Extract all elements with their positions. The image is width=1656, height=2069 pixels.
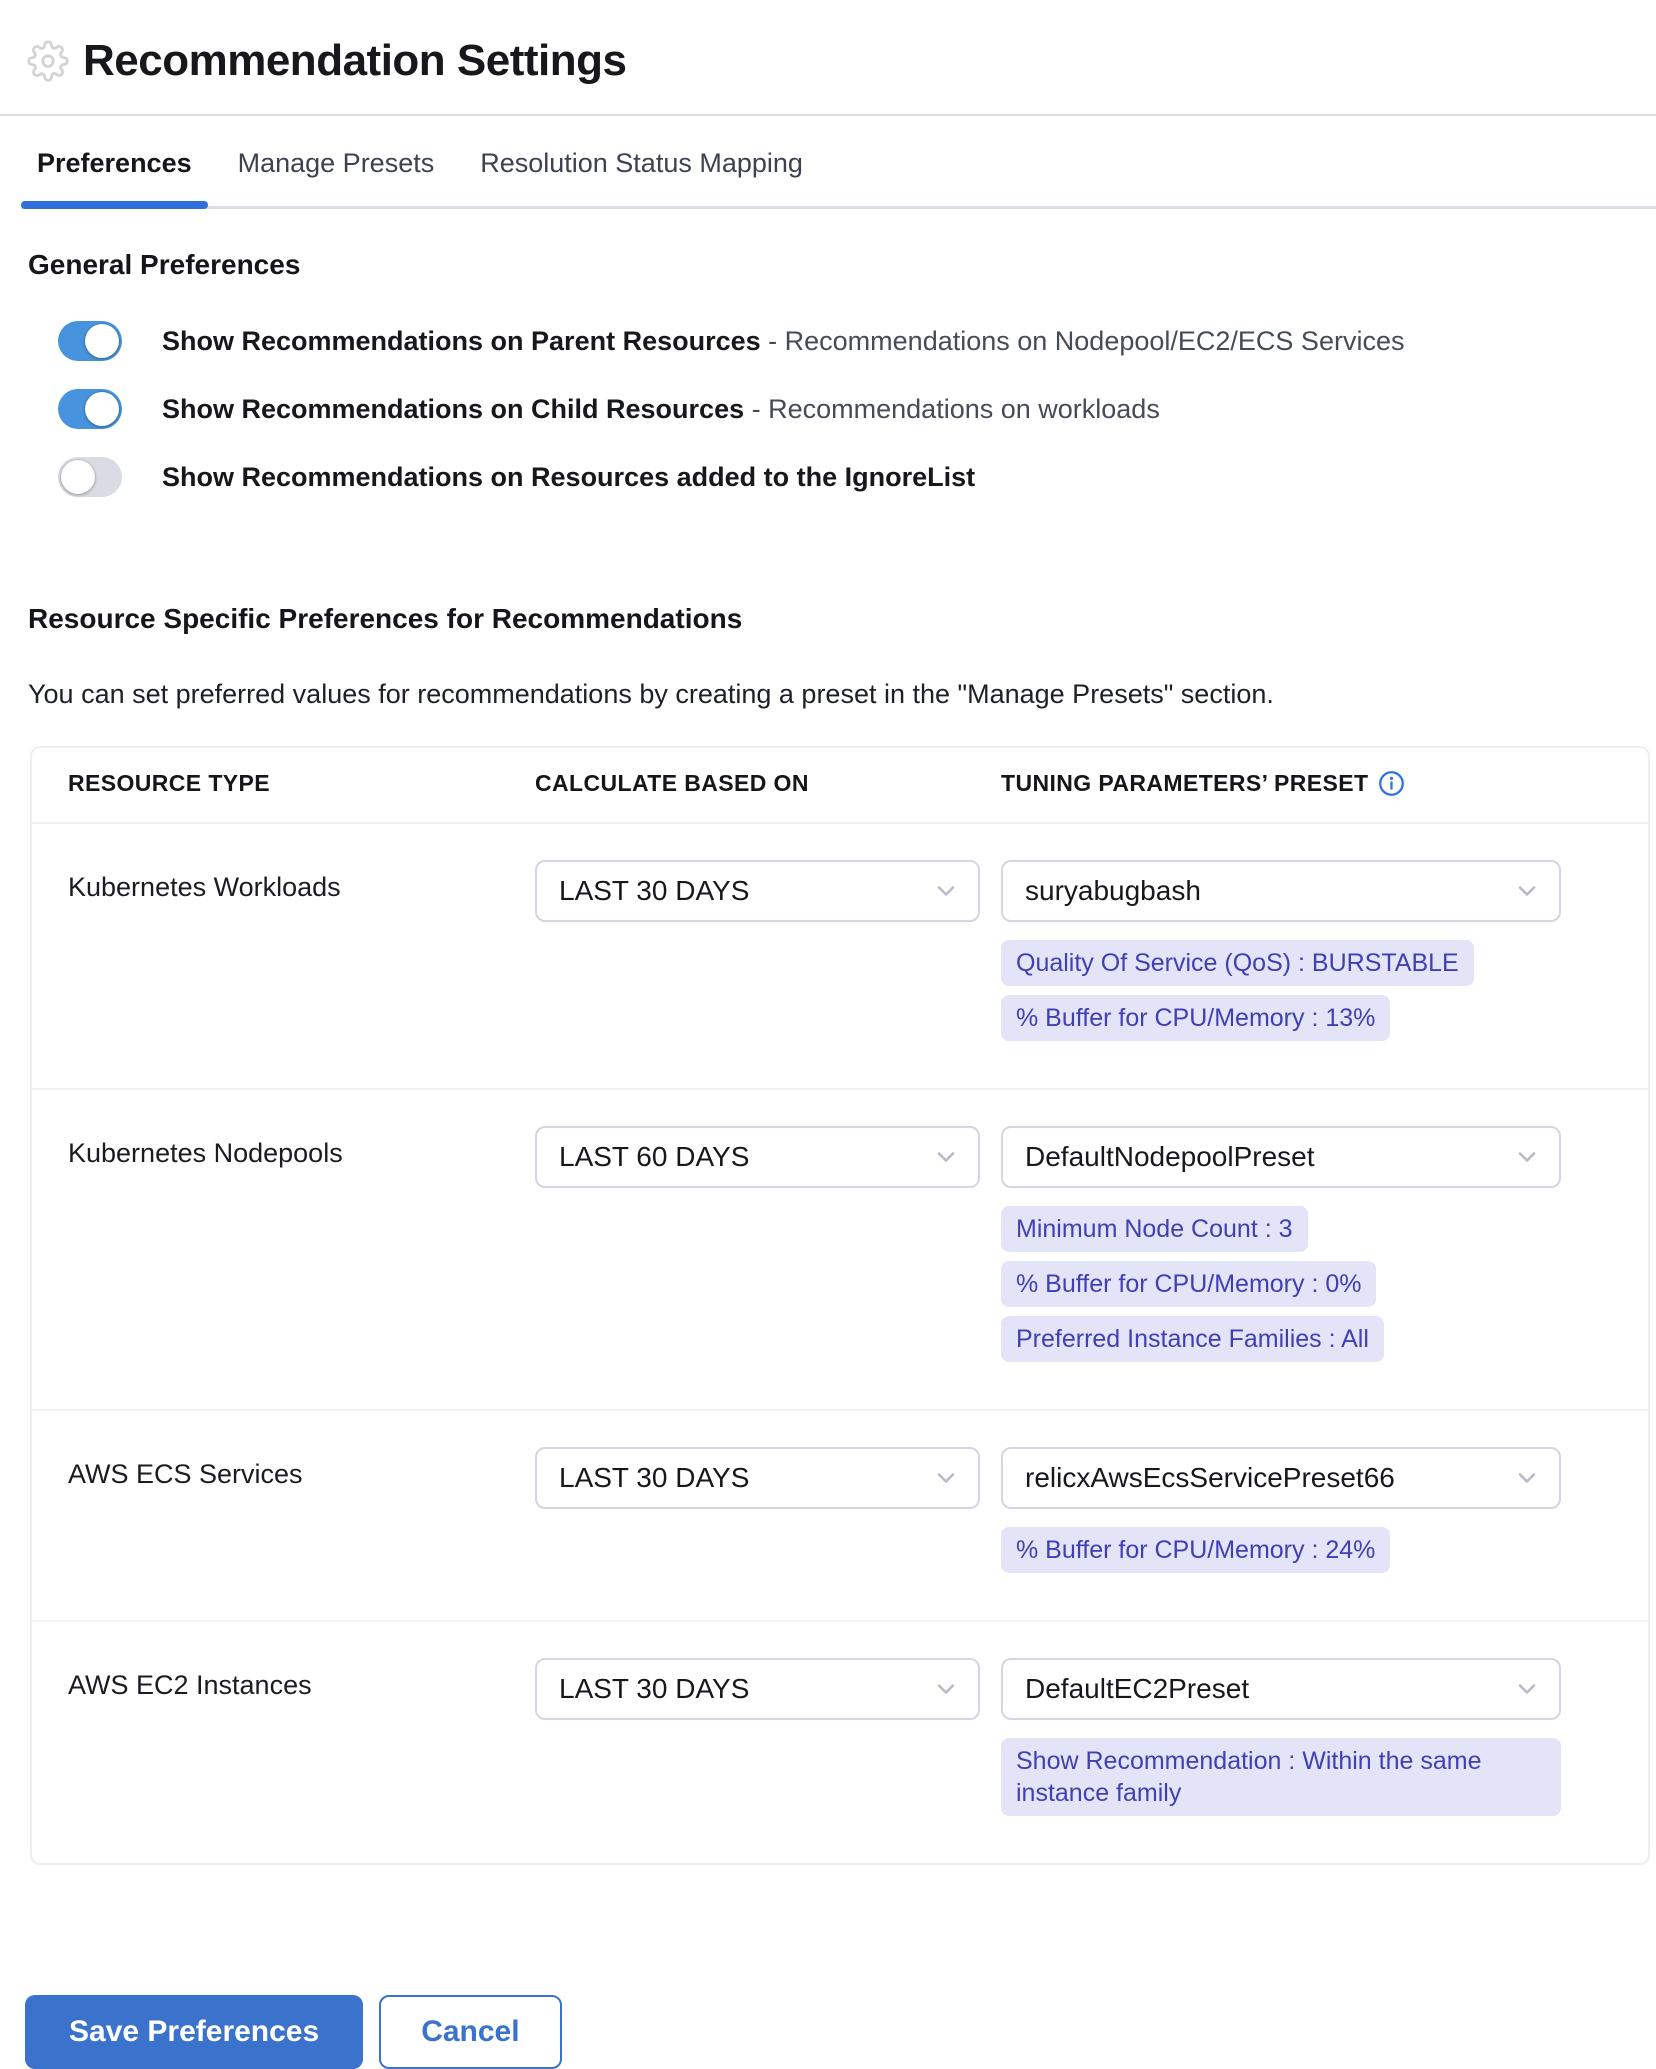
preset-badge: % Buffer for CPU/Memory : 24% — [1001, 1527, 1390, 1573]
toggle-label — [162, 326, 1404, 357]
parent-resources-toggle[interactable] — [58, 321, 122, 361]
calculate-based-on-select[interactable] — [535, 1126, 980, 1188]
resource-preferences-table — [30, 746, 1650, 1865]
page-header — [0, 0, 1656, 86]
toggle-row-ignorelist-resources — [58, 457, 1656, 497]
column-header-calculate-based-on: CALCULATE BASED ON — [535, 770, 809, 796]
ignorelist-resources-toggle[interactable] — [58, 457, 122, 497]
tab-bar — [21, 116, 1656, 209]
toggle-row-child-resources — [58, 389, 1656, 429]
chevron-down-icon — [932, 1143, 960, 1171]
resource-type-label: Kubernetes Workloads — [68, 872, 341, 902]
resource-type-label: AWS ECS Services — [68, 1459, 303, 1489]
tuning-preset-select[interactable] — [1001, 1658, 1561, 1720]
info-icon[interactable] — [1378, 770, 1405, 797]
child-resources-toggle[interactable] — [58, 389, 122, 429]
table-row-kubernetes-nodepools — [32, 1088, 1648, 1409]
toggle-label — [162, 394, 1160, 425]
preset-badges — [1001, 1527, 1612, 1573]
resource-preferences-heading: Resource Specific Preferences for Recommendations — [28, 603, 743, 634]
tab-preferences[interactable]: Preferences — [21, 148, 208, 206]
calculate-based-on-select[interactable] — [535, 860, 980, 922]
preset-badge: Preferred Instance Families : All — [1001, 1316, 1384, 1362]
preset-badge: Minimum Node Count : 3 — [1001, 1206, 1308, 1252]
tab-manage-presets[interactable]: Manage Presets — [237, 148, 435, 178]
preset-badges — [1001, 940, 1612, 1041]
column-header-resource-type: RESOURCE TYPE — [68, 770, 271, 796]
resource-type-label: AWS EC2 Instances — [68, 1670, 312, 1700]
tuning-preset-select[interactable] — [1001, 860, 1561, 922]
preset-badges — [1001, 1206, 1612, 1362]
preset-badge: % Buffer for CPU/Memory : 0% — [1001, 1261, 1376, 1307]
toggle-label-bold: Show Recommendations on Child Resources — [162, 393, 745, 424]
chevron-down-icon — [932, 1675, 960, 1703]
table-header-row — [32, 748, 1648, 824]
toggle-label-bold: Show Recommendations on Resources added to the IgnoreList — [162, 461, 976, 492]
calculate-based-on-select[interactable] — [535, 1447, 980, 1509]
select-value: LAST 30 DAYS — [559, 1462, 750, 1493]
chevron-down-icon — [932, 1464, 960, 1492]
chevron-down-icon — [1513, 877, 1541, 905]
table-row-kubernetes-workloads — [32, 824, 1648, 1088]
column-header-label: TUNING PARAMETERS’ PRESET — [1001, 770, 1369, 796]
tab-resolution-status-mapping[interactable]: Resolution Status Mapping — [480, 148, 803, 178]
table-row-aws-ec2-instances — [32, 1620, 1648, 1863]
preset-badge: Quality Of Service (QoS) : BURSTABLE — [1001, 940, 1474, 986]
select-value: LAST 30 DAYS — [559, 875, 750, 906]
chevron-down-icon — [1513, 1464, 1541, 1492]
toggle-description: - Recommendations on workloads — [751, 393, 1160, 424]
cancel-button[interactable]: Cancel — [379, 1995, 561, 2069]
general-preferences-section — [28, 249, 1656, 497]
gear-icon — [27, 40, 69, 82]
tuning-preset-select[interactable] — [1001, 1447, 1561, 1509]
chevron-down-icon — [1513, 1675, 1541, 1703]
table-row-aws-ecs-services — [32, 1409, 1648, 1620]
select-value: suryabugbash — [1025, 875, 1201, 906]
action-buttons — [25, 1995, 1656, 2069]
calculate-based-on-select[interactable] — [535, 1658, 980, 1720]
toggle-row-parent-resources — [58, 321, 1656, 361]
preset-badge: % Buffer for CPU/Memory : 13% — [1001, 995, 1390, 1041]
select-value: LAST 30 DAYS — [559, 1673, 750, 1704]
toggle-knob — [61, 460, 95, 494]
select-value: DefaultNodepoolPreset — [1025, 1141, 1315, 1172]
toggle-label — [162, 462, 975, 493]
tuning-preset-select[interactable] — [1001, 1126, 1561, 1188]
save-preferences-button[interactable]: Save Preferences — [25, 1995, 363, 2069]
toggle-label-bold: Show Recommendations on Parent Resources — [162, 325, 761, 356]
page-title: Recommendation Settings — [83, 36, 627, 85]
resource-type-label: Kubernetes Nodepools — [68, 1138, 343, 1168]
resource-preferences-section — [28, 603, 1656, 1865]
preset-badge: Show Recommendation : Within the same instance family — [1001, 1738, 1561, 1816]
select-value: LAST 60 DAYS — [559, 1141, 750, 1172]
toggle-description: - Recommendations on Nodepool/EC2/ECS Services — [768, 325, 1405, 356]
resource-preferences-description: You can set preferred values for recommendations by creating a preset in the "Manage Presets" section. — [28, 679, 1274, 709]
select-value: DefaultEC2Preset — [1025, 1673, 1250, 1704]
toggle-knob — [85, 392, 119, 426]
preset-badges — [1001, 1738, 1612, 1816]
column-header-tuning-parameters-preset — [1001, 770, 1612, 797]
chevron-down-icon — [932, 877, 960, 905]
toggle-knob — [85, 324, 119, 358]
general-preferences-heading: General Preferences — [28, 249, 301, 280]
select-value: relicxAwsEcsServicePreset66 — [1025, 1462, 1395, 1493]
chevron-down-icon — [1513, 1143, 1541, 1171]
